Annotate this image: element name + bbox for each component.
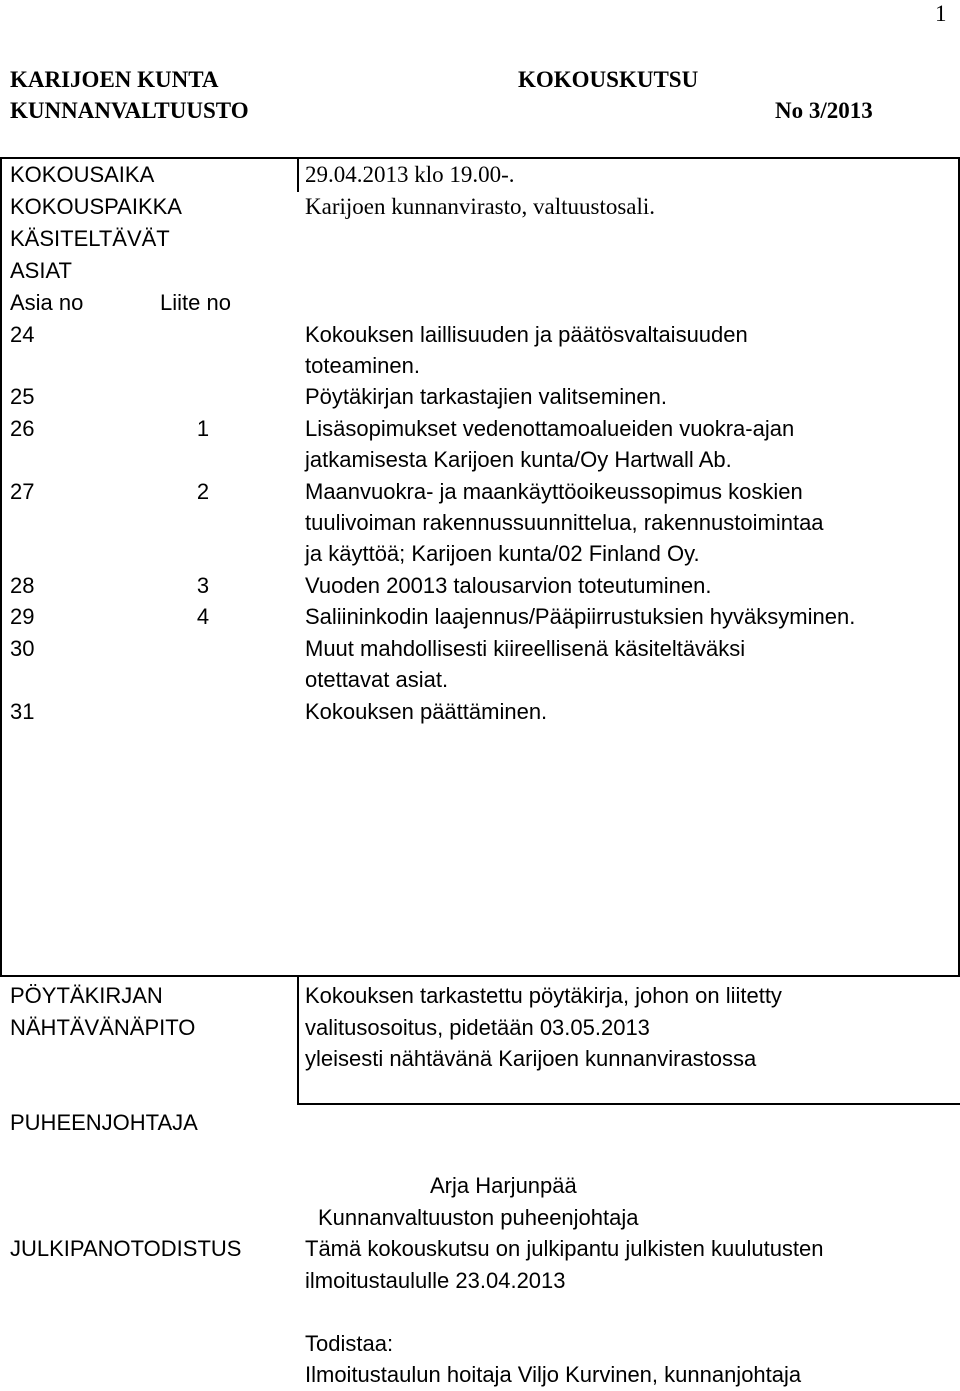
chair-title: Kunnanvaltuuston puheenjohtaja [318,1205,639,1230]
agenda-label-line1: KÄSITELTÄVÄT [10,226,170,251]
agenda-item-number: 24 [10,322,35,347]
agenda-item-title: Kokouksen laillisuuden ja päätösvaltaisuuden [305,322,748,347]
agenda-item-attachment: 2 [196,479,210,504]
agenda-item-number: 25 [10,384,35,409]
table-column-divider [297,157,299,192]
agenda-item-number: 29 [10,604,35,629]
meeting-time-value: 29.04.2013 klo 19.00-. [305,162,515,187]
table-left-border [0,157,2,977]
agenda-item-title: Saliininkodin laajennus/Pääpiirrustuksien hyväksyminen. [305,604,856,629]
agenda-item-title: Lisäsopimukset vedenottamoalueiden vuokra-ajan [305,416,795,441]
agenda-item-title: ja käyttöä; Karijoen kunta/02 Finland Oy. [305,541,700,566]
notice-text-line2: ilmoitustaululle 23.04.2013 [305,1268,566,1293]
agenda-item-title: Maanvuokra- ja maankäyttöoikeussopimus koskien [305,479,803,504]
meeting-place-label: KOKOUSPAIKKA [10,194,182,219]
document-type: KOKOUSKUTSU [518,67,699,92]
municipality-name: KARIJOEN KUNTA [10,67,219,92]
agenda-item-attachment: 3 [196,573,210,598]
minutes-text-line3: yleisesti nähtävänä Karijoen kunnanvirastossa [305,1046,757,1071]
agenda-label-line2: ASIAT [10,258,72,283]
agenda-item-number: 26 [10,416,35,441]
column-header-asia-no: Asia no [10,290,84,315]
chair-label: PUHEENJOHTAJA [10,1110,198,1135]
certify-text: Ilmoitustaulun hoitaja Viljo Kurvinen, kunnanjohtaja [305,1362,802,1387]
agenda-item-title: otettavat asiat. [305,667,449,692]
footer-table-top-border [0,975,960,977]
agenda-item-number: 31 [10,699,35,724]
notice-text-line1: Tämä kokouskutsu on julkipantu julkisten kuulutusten [305,1236,824,1261]
minutes-label-line2: NÄHTÄVÄNÄPITO [10,1015,196,1040]
certify-label: Todistaa: [305,1331,394,1356]
agenda-item-title: Muut mahdollisesti kiireellisenä käsiteltäväksi [305,636,746,661]
agenda-item-attachment: 4 [196,604,210,629]
column-header-liite-no: Liite no [160,290,231,315]
footer-column-divider [297,975,299,1105]
agenda-item-title: toteaminen. [305,353,420,378]
agenda-item-number: 30 [10,636,35,661]
agenda-item-number: 28 [10,573,35,598]
minutes-label-line1: PÖYTÄKIRJAN [10,983,163,1008]
agenda-item-number: 27 [10,479,35,504]
chair-name: Arja Harjunpää [430,1173,577,1198]
agenda-item-title: tuulivoiman rakennussuunnittelua, rakennustoimintaa [305,510,824,535]
meeting-place-value: Karijoen kunnanvirasto, valtuustosali. [305,194,656,219]
minutes-text-line2: valitusosoitus, pidetään 03.05.2013 [305,1015,650,1040]
agenda-item-title: Vuoden 20013 talousarvion toteutuminen. [305,573,712,598]
minutes-text-line1: Kokouksen tarkastettu pöytäkirja, johon on liitetty [305,983,782,1008]
footer-row-divider [297,1103,960,1105]
council-name: KUNNANVALTUUSTO [10,98,249,123]
agenda-item-attachment: 1 [196,416,210,441]
meeting-time-label: KOKOUSAIKA [10,162,155,187]
agenda-item-title: Pöytäkirjan tarkastajien valitseminen. [305,384,667,409]
notice-label: JULKIPANOTODISTUS [10,1236,242,1261]
agenda-item-title: jatkamisesta Karijoen kunta/Oy Hartwall Ab. [305,447,732,472]
page-number: 1 [935,1,947,26]
agenda-item-title: Kokouksen päättäminen. [305,699,548,724]
document-number: No 3/2013 [775,98,873,123]
